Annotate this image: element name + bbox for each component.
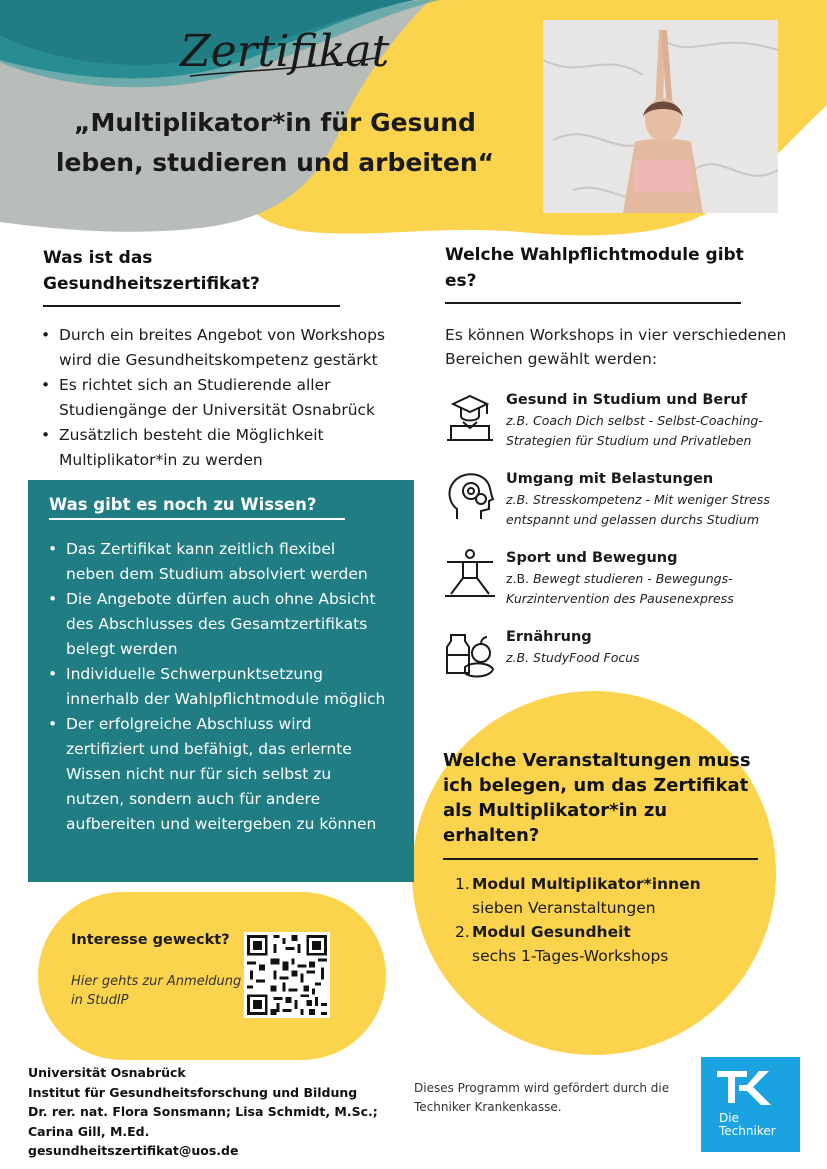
what-is-heading: Was ist das Gesundheitszertifikat? xyxy=(43,248,260,294)
list-number: 1. xyxy=(455,875,470,893)
list-number: 2. xyxy=(455,923,470,941)
module-title: Ernährung xyxy=(506,629,592,645)
footer-line: Carina Gill, M.Ed. xyxy=(28,1123,150,1139)
interest-title: Interesse geweckt? xyxy=(71,932,230,948)
page-title xyxy=(40,103,510,183)
list-item: • Durch ein breites Angebot von Workshops wird die Gesundheitskompetenz gestärkt xyxy=(39,323,399,373)
page-title-line1: „Multiplikator*in für Gesund xyxy=(74,108,476,137)
tk-logo xyxy=(701,1057,800,1152)
page-title-line2: leben, studieren und arbeiten“ xyxy=(55,148,495,177)
what-is-divider xyxy=(43,305,340,307)
tk-logo-line1: Die xyxy=(719,1111,739,1125)
groceries-icon xyxy=(443,627,498,682)
module-desc-text: Bewegt studieren - Bewegungs-Kurzintervention des Pausenexpress xyxy=(506,571,734,606)
script-title xyxy=(170,18,390,88)
script-title-text: Zertifikat xyxy=(180,26,390,77)
yoga-photo xyxy=(543,20,778,213)
contact-email-link[interactable]: gesundheitszertifikat@uos.de xyxy=(28,1143,239,1158)
tk-mark-icon xyxy=(701,1057,800,1117)
head-gears-icon xyxy=(443,469,498,524)
footer-line: Dr. rer. nat. Flora Sonsmann; Lisa Schmidt, M.Sc.; xyxy=(28,1104,378,1119)
list-item: • Es richtet sich an Studierende aller Studiengänge der Universität Osnabrück xyxy=(39,373,399,423)
requirement-title: Modul Multiplikator*innen xyxy=(472,875,701,893)
module-desc: z.B. Stresskompetenz - Mit weniger Stress entspannt und gelassen durchs Studium xyxy=(506,492,770,527)
sponsor-note: Dieses Programm wird gefördert durch die Techniker Krankenkasse. xyxy=(414,1081,670,1114)
list-item: • Die Angebote dürfen auch ohne Absicht des Abschlusses des Gesamtzertifikats belegt werden xyxy=(46,587,386,662)
what-is-list xyxy=(39,323,399,473)
module-desc xyxy=(506,569,796,609)
tk-logo-line2: Techniker xyxy=(719,1124,776,1138)
list-item: • Zusätzlich besteht die Möglichkeit Multiplikator*in zu werden xyxy=(39,423,399,473)
list-item: • Der erfolgreiche Abschluss wird zertifiziert und befähigt, das erlernte Wissen nicht nur für sich selbst zu nutzen, sondern auch für andere aufbereiten und weitergeben zu können xyxy=(46,712,386,837)
requirement-sub: sieben Veranstaltungen xyxy=(472,899,656,917)
footer-line: Universität Osnabrück xyxy=(28,1065,186,1080)
footer-line: Institut für Gesundheitsforschung und Bildung xyxy=(28,1084,358,1100)
list-item: • Individuelle Schwerpunktsetzung innerhalb der Wahlpflichtmodule möglich xyxy=(46,662,386,712)
interest-box xyxy=(38,892,386,1060)
requirement-sub: sechs 1-Tages-Workshops xyxy=(472,947,669,965)
signup-link[interactable]: Hier gehts zur Anmeldung in StudIP xyxy=(71,974,242,1008)
graduate-laptop-icon xyxy=(443,390,498,445)
list-item: • Das Zertifikat kann zeitlich flexibel neben dem Studium absolviert werden xyxy=(46,537,386,587)
requirement-title: Modul Gesundheit xyxy=(472,923,631,941)
modules-divider xyxy=(445,302,741,304)
more-info-list xyxy=(46,537,386,837)
requirements-list xyxy=(455,872,755,968)
module-desc: z.B. StudyFood Focus xyxy=(506,650,640,665)
module-title: Sport und Bewegung xyxy=(506,550,678,566)
module-desc-prefix: z.B. xyxy=(506,571,534,586)
module-title: Umgang mit Belastungen xyxy=(506,471,714,487)
modules-intro: Es können Workshops in vier verschiedenen Bereichen gewählt werden: xyxy=(445,326,787,368)
contact-info xyxy=(28,1063,378,1161)
exercise-person-icon xyxy=(443,548,498,603)
module-desc: z.B. Coach Dich selbst - Selbst-Coaching-Strategien für Studium und Privatleben xyxy=(506,413,763,448)
list-item xyxy=(455,872,755,920)
requirements-question: Welche Veranstaltungen muss ich belegen, um das Zertifikat als Multiplikator*in zu erhalten? xyxy=(443,750,751,846)
list-item xyxy=(455,920,755,968)
more-info-heading: Was gibt es noch zu Wissen? xyxy=(49,495,317,514)
qr-code[interactable] xyxy=(244,932,330,1018)
more-info-box xyxy=(28,480,414,882)
tk-logo-text xyxy=(719,1112,776,1138)
more-info-divider xyxy=(49,518,345,520)
module-title: Gesund in Studium und Beruf xyxy=(506,392,748,408)
requirements-divider xyxy=(443,858,758,860)
modules-heading: Welche Wahlpflichtmodule gibt es? xyxy=(445,245,744,291)
